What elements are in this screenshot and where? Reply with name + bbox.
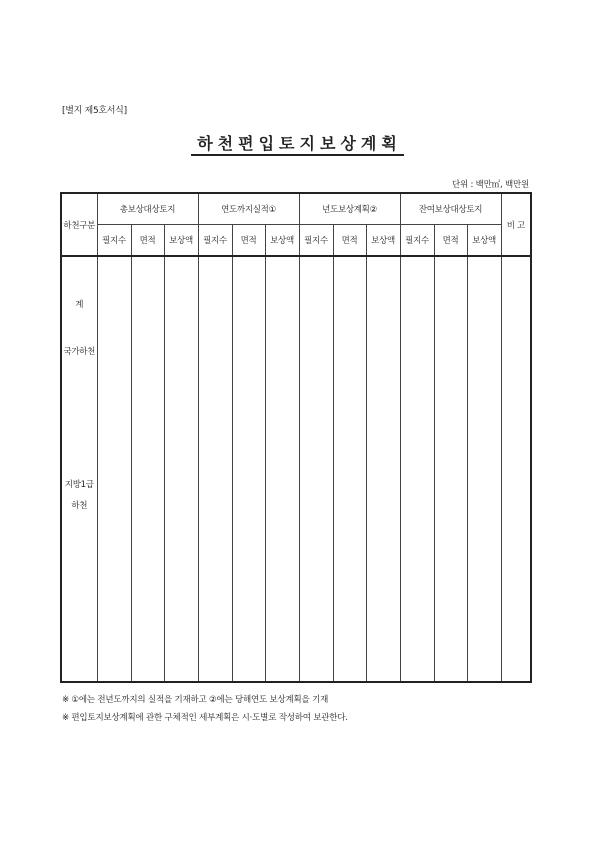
data-cell[interactable] xyxy=(198,256,232,682)
footnote-2: ※ 편입토지보상계획에 관한 구체적인 세부계획은 시·도별로 작성하여 보관한다. xyxy=(62,713,348,723)
subheader-parcels: 필지수 xyxy=(198,225,232,257)
subheader-amount: 보상액 xyxy=(164,225,198,257)
data-cell[interactable] xyxy=(467,256,501,682)
data-cell[interactable] xyxy=(434,256,467,682)
compensation-plan-table xyxy=(60,192,532,683)
subheader-area: 면적 xyxy=(434,225,467,257)
subheader-amount: 보상액 xyxy=(366,225,400,257)
subheader-parcels: 필지수 xyxy=(299,225,333,257)
data-cell[interactable] xyxy=(97,256,131,682)
subheader-amount: 보상액 xyxy=(265,225,299,257)
data-cell[interactable] xyxy=(131,256,164,682)
subheader-parcels: 필지수 xyxy=(400,225,434,257)
subheader-amount: 보상액 xyxy=(467,225,501,257)
data-cell[interactable] xyxy=(164,256,198,682)
data-cell[interactable] xyxy=(265,256,299,682)
group-header-remaining: 잔여보상대상토지 xyxy=(400,193,501,225)
note-header-cell xyxy=(501,193,531,256)
subheader-parcels: 필지수 xyxy=(97,225,131,257)
group-header-plan: 년도보상계획② xyxy=(299,193,400,225)
row-header-cell xyxy=(61,193,97,256)
note-cell[interactable] xyxy=(501,256,531,682)
data-cell[interactable] xyxy=(299,256,333,682)
document-title xyxy=(0,131,595,154)
note-header-label: 비 고 xyxy=(506,220,525,231)
group-header-results: 연도까지실적① xyxy=(198,193,299,225)
form-number: [별지 제5호서식] xyxy=(62,106,127,116)
unit-label: 단위 : 백만㎡, 백만원 xyxy=(451,180,529,190)
row-label-local-river-line1: 지방1급 xyxy=(64,480,94,490)
subheader-area: 면적 xyxy=(131,225,164,257)
document-title-text: 하천편입토지보상계획 xyxy=(191,134,404,156)
row-label-total: 계 xyxy=(75,300,84,310)
row-label-national-river: 국가하천 xyxy=(63,347,96,357)
data-cell[interactable] xyxy=(366,256,400,682)
data-cell[interactable] xyxy=(400,256,434,682)
footnotes xyxy=(62,691,348,727)
subheader-area: 면적 xyxy=(232,225,265,257)
data-cell[interactable] xyxy=(232,256,265,682)
footnote-1: ※ ①에는 전년도까지의 실적을 기재하고 ②에는 당해연도 보상계획을 기재 xyxy=(62,695,329,705)
data-cell[interactable] xyxy=(333,256,366,682)
group-header-total: 총보상대상토지 xyxy=(97,193,198,225)
subheader-area: 면적 xyxy=(333,225,366,257)
row-label-local-river-line2: 하천 xyxy=(71,501,88,511)
row-labels-cell xyxy=(61,256,97,682)
row-header-label: 하천구분 xyxy=(63,220,96,231)
